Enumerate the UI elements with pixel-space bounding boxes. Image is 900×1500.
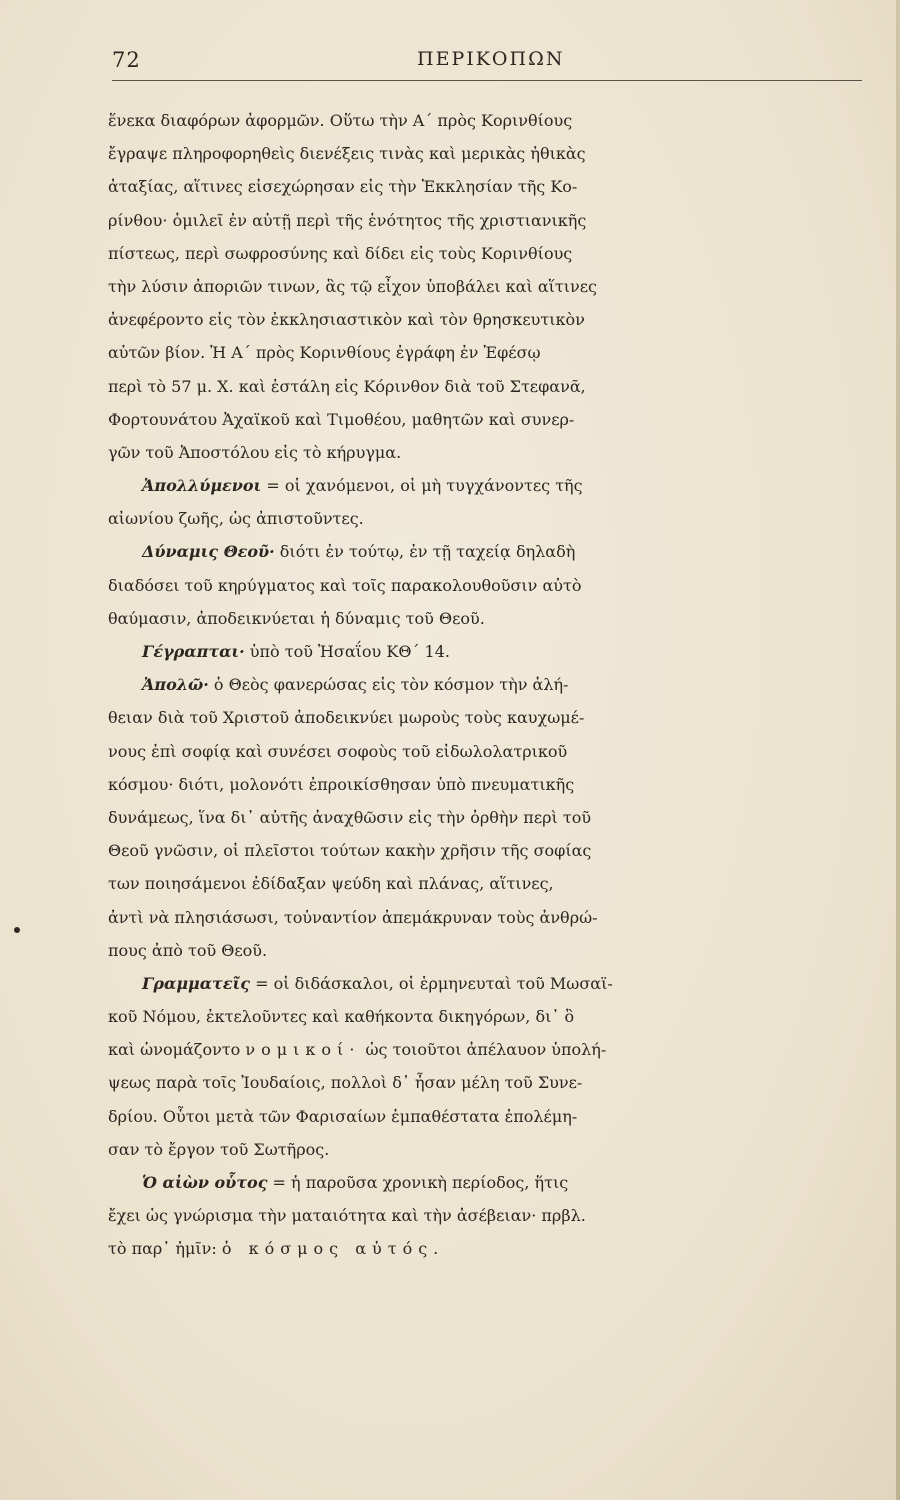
text-segment: τὸ παρ᾽ ἡμῖν: xyxy=(108,1239,222,1259)
text-line xyxy=(108,834,898,867)
text-line xyxy=(108,967,898,1000)
text-segment: ὑπὸ τοῦ Ἡσαΐου ΚΘ΄ 14. xyxy=(244,642,450,661)
text-segment: αἰωνίου ζωῆς, ὡς ἀπιστοῦντες. xyxy=(108,509,364,529)
text-line xyxy=(108,1232,898,1265)
text-line xyxy=(108,1199,898,1232)
text-segment: ἔχει ὡς γνώρισμα τὴν ματαιότητα καὶ τὴν ἀσέβειαν· πρβλ. xyxy=(108,1206,586,1226)
text-line xyxy=(108,801,898,834)
text-segment: πους ἀπὸ τοῦ Θεοῦ. xyxy=(108,940,268,960)
text-line xyxy=(108,336,898,369)
text-segment: αὐτῶν βίον. Ἡ Α΄ πρὸς Κορινθίους ἐγράφη ἐν Ἐφέσῳ xyxy=(108,343,541,363)
text-segment: περὶ τὸ 57 μ. Χ. καὶ ἐστάλη εἰς Κόρινθον διὰ τοῦ Στεφανᾶ, xyxy=(108,376,586,396)
glossary-term: Ἀπολλύμενοι xyxy=(142,476,262,496)
text-line xyxy=(108,901,898,934)
text-line xyxy=(108,170,898,203)
text-line xyxy=(108,237,898,270)
text-line xyxy=(108,469,898,502)
text-segment: ψεως παρὰ τοῖς Ἰουδαίοις, πολλοὶ δ᾽ ἦσαν μέλη τοῦ Συνε- xyxy=(108,1073,583,1093)
body-text xyxy=(108,104,898,1266)
page-number: 72 xyxy=(112,48,141,72)
text-line xyxy=(108,104,898,137)
text-line xyxy=(108,635,898,668)
text-line xyxy=(108,270,898,303)
header-rule xyxy=(112,80,862,82)
glossary-term: Γραμματεῖς xyxy=(142,973,251,993)
glossary-term: Ὁ αἰὼν οὗτος xyxy=(142,1173,268,1192)
text-line xyxy=(108,1000,898,1033)
text-segment: = οἱ χανόμενοι, οἱ μὴ τυγχάνοντες τῆς xyxy=(261,476,583,496)
text-segment: = ἡ παροῦσα χρονικὴ περίοδος, ἥτις xyxy=(267,1173,569,1192)
text-line xyxy=(108,934,898,967)
text-line xyxy=(108,701,898,734)
text-line xyxy=(108,436,898,469)
text-segment: = οἱ διδάσκαλοι, οἱ ἑρμηνευταὶ τοῦ Μωσαϊ- xyxy=(250,973,613,993)
text-segment: ἀντὶ νὰ πλησιάσωσι, τοὐναντίον ἀπεμάκρυναν τοὺς ἀνθρώ- xyxy=(108,907,598,927)
text-line xyxy=(108,502,898,535)
text-line xyxy=(108,1033,898,1066)
text-segment: ἕνεκα διαφόρων ἀφορμῶν. Οὕτω τὴν Α΄ πρὸς Κορινθίους xyxy=(108,111,573,130)
text-line xyxy=(108,602,898,635)
text-segment: ἔγραψε πληροφορηθεὶς διενέξεις τινὰς καὶ μερικὰς ἠθικὰς xyxy=(108,144,586,164)
glossary-term: Δύναμις Θεοῦ· xyxy=(142,542,275,562)
text-segment: κόσμου· διότι, μολονότι ἐπροικίσθησαν ὑπὸ πνευματικῆς xyxy=(108,774,575,794)
text-line xyxy=(108,137,898,170)
text-segment: κοῦ Νόμου, ἐκτελοῦντες καὶ καθήκοντα δικηγόρων, δι᾽ ὃ xyxy=(108,1007,575,1027)
text-segment: ἀταξίας, αἵτινες εἰσεχώρησαν εἰς τὴν Ἐκκλησίαν τῆς Κο- xyxy=(108,177,578,197)
text-segment: τὴν λύσιν ἀποριῶν τινων, ἃς τῷ εἶχον ὑποβάλει καὶ αἵτινες xyxy=(108,276,598,296)
running-head: ΠΕΡΙΚΟΠΩΝ xyxy=(417,48,565,70)
text-segment: σαν τὸ ἔργον τοῦ Σωτῆρος. xyxy=(108,1139,330,1159)
text-segment: ὡς τοιοῦτοι ἀπέλαυον ὑπολή- xyxy=(360,1040,607,1060)
spaced-emphasis: ὁ κόσμος αὐτός. xyxy=(221,1239,445,1259)
text-line xyxy=(108,569,898,602)
text-line xyxy=(108,1066,898,1099)
margin-dot xyxy=(14,927,20,933)
text-line xyxy=(108,668,898,701)
text-segment: ἀνεφέροντο εἰς τὸν ἐκκλησιαστικὸν καὶ τὸν θρησκευτικὸν xyxy=(108,310,585,330)
text-segment: δυνάμεως, ἵνα δι᾽ αὐτῆς ἀναχθῶσιν εἰς τὴν ὀρθὴν περὶ τοῦ xyxy=(108,807,592,827)
text-segment: θαύμασιν, ἀποδεικνύεται ἡ δύναμις τοῦ Θεοῦ. xyxy=(108,608,485,628)
text-segment: Φορτουνάτου Ἀχαϊκοῦ καὶ Τιμοθέου, μαθητῶν καὶ συνερ- xyxy=(108,409,575,429)
text-segment: ρίνθου· ὁμιλεῖ ἐν αὐτῇ περὶ τῆς ἑνότητος τῆς χριστιανικῆς xyxy=(108,210,587,230)
text-line xyxy=(108,735,898,768)
spaced-emphasis: νομικοί· xyxy=(245,1040,361,1060)
text-line xyxy=(108,403,898,436)
text-line xyxy=(108,1166,898,1199)
text-segment: νους ἐπὶ σοφίᾳ καὶ συνέσει σοφοὺς τοῦ εἰδωλολατρικοῦ xyxy=(108,741,568,761)
text-segment: θειαν διὰ τοῦ Χριστοῦ ἀποδεικνύει μωροὺς τοὺς καυχωμέ- xyxy=(108,708,585,728)
text-segment: των ποιησάμενοι ἐδίδαξαν ψεύδη καὶ πλάνας, αἵτινες, xyxy=(108,874,554,894)
text-line xyxy=(108,204,898,237)
text-line xyxy=(108,370,898,403)
text-segment: διότι ἐν τούτῳ, ἐν τῇ ταχείᾳ δηλαδὴ xyxy=(274,542,576,562)
text-line xyxy=(108,535,898,568)
text-segment: γῶν τοῦ Ἀποστόλου εἰς τὸ κήρυγμα. xyxy=(108,442,402,462)
text-segment: ὁ Θεὸς φανερώσας εἰς τὸν κόσμον τὴν ἀλή- xyxy=(208,675,569,695)
text-segment: καὶ ὠνομάζοντο xyxy=(108,1040,246,1060)
text-line xyxy=(108,303,898,336)
text-line xyxy=(108,1100,898,1133)
text-segment: πίστεως, περὶ σωφροσύνης καὶ δίδει εἰς τοὺς Κορινθίους xyxy=(108,243,573,263)
glossary-term: Ἀπολῶ· xyxy=(142,675,209,695)
text-line xyxy=(108,768,898,801)
text-segment: διαδόσει τοῦ κηρύγματος καὶ τοῖς παρακολουθοῦσιν αὐτὸ xyxy=(108,575,582,595)
glossary-term: Γέγραπται· xyxy=(142,642,245,661)
text-segment: Θεοῦ γνῶσιν, οἱ πλεῖστοι τούτων κακὴν χρῆσιν τῆς σοφίας xyxy=(108,841,592,861)
text-segment: δρίου. Οὗτοι μετὰ τῶν Φαρισαίων ἐμπαθέστατα ἐπολέμη- xyxy=(108,1106,578,1126)
page-header xyxy=(112,48,860,78)
text-line xyxy=(108,867,898,900)
text-line xyxy=(108,1133,898,1166)
